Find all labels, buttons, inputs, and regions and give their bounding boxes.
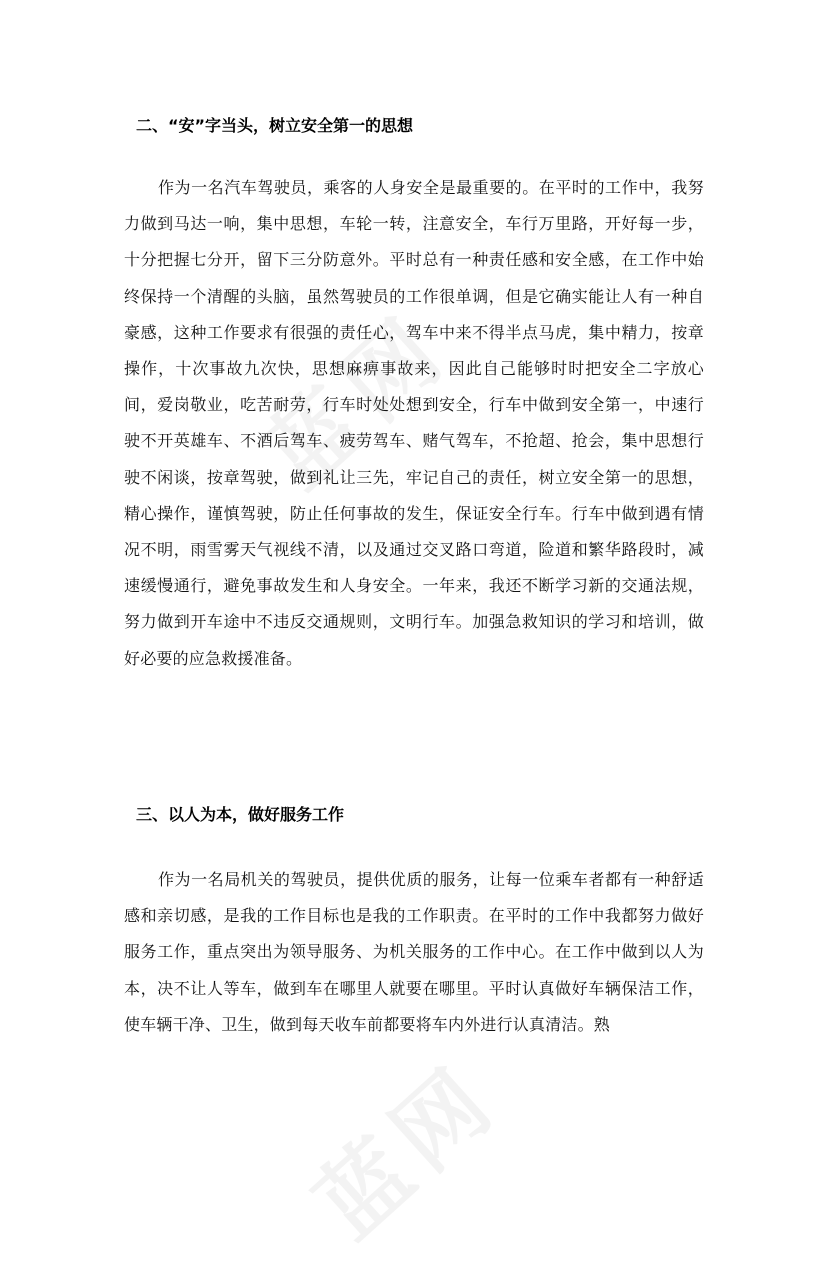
- section-body-service: 作为一名局机关的驾驶员，提供优质的服务，让每一位乘车者都有一种舒适感和亲切感，是我的工作目标也是我的工作职责。在平时的工作中我都努力做好服务工作，重点突出为领导服务、为机关服务的工作中心。在工作中做到以人为本，决不让人等车，做到车在哪里人就要在哪里。平时认真做好车辆保洁工作，使车辆干净、卫生，做到每天收车前都要将车内外进行认真清洁。熟: [124, 870, 704, 1034]
- section-heading-safety: 二、“安”字当头，树立安全第一的思想: [136, 116, 414, 135]
- section-heading-service: 三、以人为本，做好服务工作: [136, 805, 345, 824]
- section-body-safety: 作为一名汽车驾驶员，乘客的人身安全是最重要的。在平时的工作中，我努力做到马达一响，集中思想，车轮一转，注意安全，车行万里路，开好每一步，十分把握七分开，留下三分防意外。平时总有一种责任感和安全感，在工作中始终保持一个清醒的头脑，虽然驾驶员的工作很单调，但是它确实能让人有一种自豪感，这种工作要求有很强的责任心，驾车中来不得半点马虎，集中精力，按章操作，十次事故九次快，思想麻痹事故来，因此自己能够时时把安全二字放心间，爱岗敬业，吃苦耐劳，行车时处处想到安全，行车中做到安全第一，中速行驶不开英雄车、不酒后驾车、疲劳驾车、赌气驾车，不抢超、抢会，集中思想行驶不闲谈，按章驾驶，做到礼让三先，牢记自己的责任，树立安全第一的思想，精心操作，谨慎驾驶，防止任何事故的发生，保证安全行车。行车中做到遇有情况不明，雨雪雾天气视线不清，以及通过交叉路口弯道，险道和繁华路段时，减速缓慢通行，避免事故发生和人身安全。一年来，我还不断学习新的交通法规，努力做到开车途中不违反交通规则，文明行车。加强急救知识的学习和培训，做好必要的应急救援准备。: [124, 178, 704, 668]
- watermark: [283, 1028, 522, 1261]
